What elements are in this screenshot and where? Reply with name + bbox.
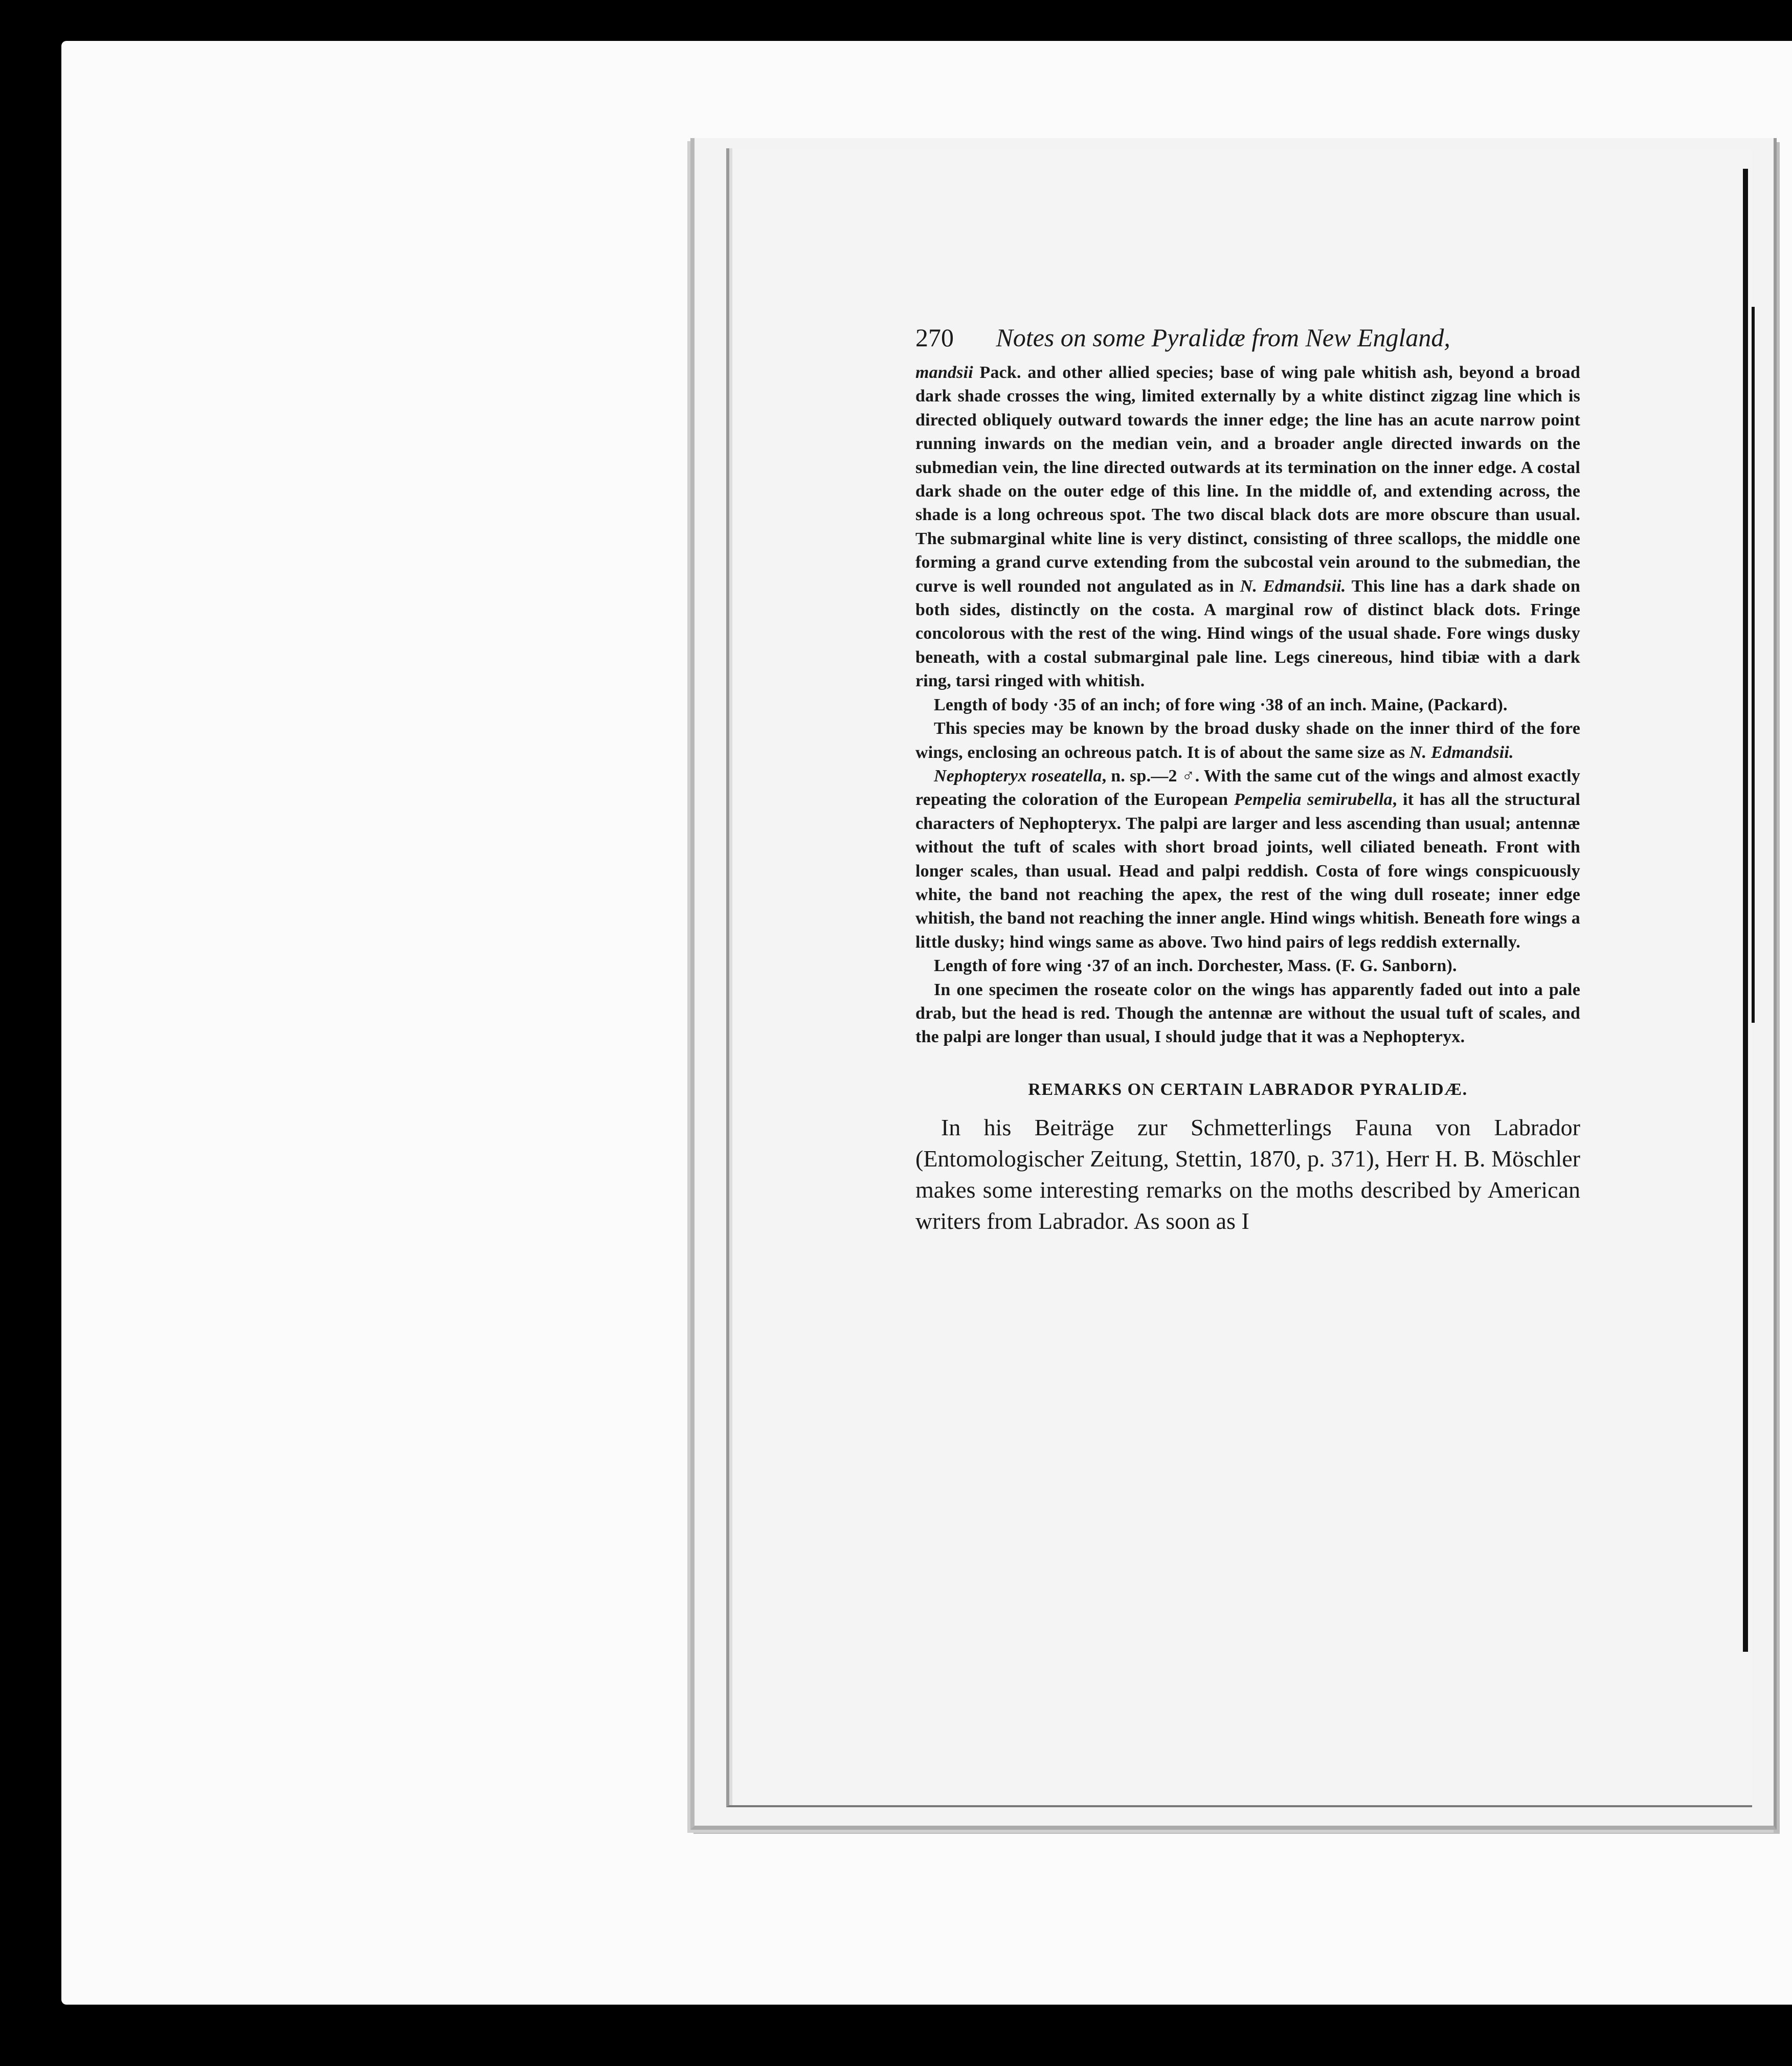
paragraph: In his Beiträge zur Schmetterlings Fauna von Labrador (Entomologischer Zeitung, Stettin, 1870, p. 371), Herr H. B. Möschler makes some interesting remarks on the moths described by American writers from Labrador. As soon as I [915,1114,1580,1234]
text-run: In one specimen the roseate color on the wings has apparently faded out into a pale drab, but the head is red. Though the antennæ are without the usual tuft of scales, and the palpi are longer than usual, I should judge that it was a Nephopteryx. [915,980,1580,1047]
paragraph [915,765,1580,954]
text-run: Length of fore wing ·37 of an inch. Dorchester, Mass. (F. G. Sanborn). [934,956,1457,976]
italic-text: N. Edmandsii. [1409,743,1514,762]
page-number: 270 [915,323,954,352]
section-heading: REMARKS ON CERTAIN LABRADOR PYRALIDÆ. [1028,1080,1468,1099]
italic-text: N. Edmandsii. [1240,576,1346,596]
running-title: Notes on some Pyralidæ from New England, [996,323,1450,352]
sheet-right-shadow [1743,169,1748,1652]
paragraph [915,954,1580,978]
body-text-small [915,361,1580,1049]
paragraph [915,717,1580,765]
text-run: This line has a dark shade on both sides, distinctly on the costa. A marginal row of distinct black dots. Fringe concolorous with the rest of the wing. Hind wings of the usual shade. Fore wings dusky beneath, with a costal submarginal pale line. Legs cinereous, hind tibiæ with a dark ring, tarsi ringed with whitish. [915,576,1580,691]
text-run: Pack. and other allied species; base of wing pale whitish ash, beyond a broad dark shade crosses the wing, limited externally by a white distinct zigzag line which is directed obliquely outward towards the inner edge; the line has an acute narrow point running inwards on the median vein, and a broader angle directed inwards on the submedian vein, the line directed outwards at its termination on the inner edge. A costal dark shade on the outer edge of this line. In the middle of, and extending across, the shade is a long ochreous spot. The two discal black dots are more obscure than usual. The submarginal white line is very distinct, consisting of three scallops, the middle one forming a grand curve extending from the subcostal vein around to the submedian, the curve is well rounded not angulated as in [915,363,1580,596]
paragraph [915,693,1580,717]
sheet-right-shadow-2 [1752,307,1755,1023]
text-run: , n. sp.—2 ♂. With the same cut of the wings and almost exactly repeating the coloration of the European [915,766,1580,810]
italic-text: mandsii [915,363,973,382]
text-run: Length of body ·35 of an inch; of fore wing ·38 of an inch. Maine, (Packard). [934,695,1508,714]
running-header [915,317,1580,358]
italic-text: Nephopteryx roseatella [934,766,1102,785]
document-text [915,317,1580,1237]
text-run: This species may be known by the broad dusky shade on the inner third of the fore wings, enclosing an ochreous patch. It is of about the same size as [915,719,1580,762]
paragraph [915,978,1580,1049]
paragraph [915,361,1580,693]
body-text-large [915,1112,1580,1237]
italic-text: Pempelia semirubella [1234,790,1393,810]
text-run: , it has all the structural characters of Nephopteryx. The palpi are larger and less ascending than usual; antennæ without the tuft of scales with short broad joints, well ciliated beneath. Front with longer scales, than usual. Head and palpi reddish. Costa of fore wings conspicuously white, the band not reaching the apex, the rest of the wing dull roseate; inner edge whitish, the band not reaching the inner angle. Hind wings whitish. Beneath fore wings a little dusky; hind wings same as above. Two hind pairs of legs reddish externally. [915,790,1580,952]
